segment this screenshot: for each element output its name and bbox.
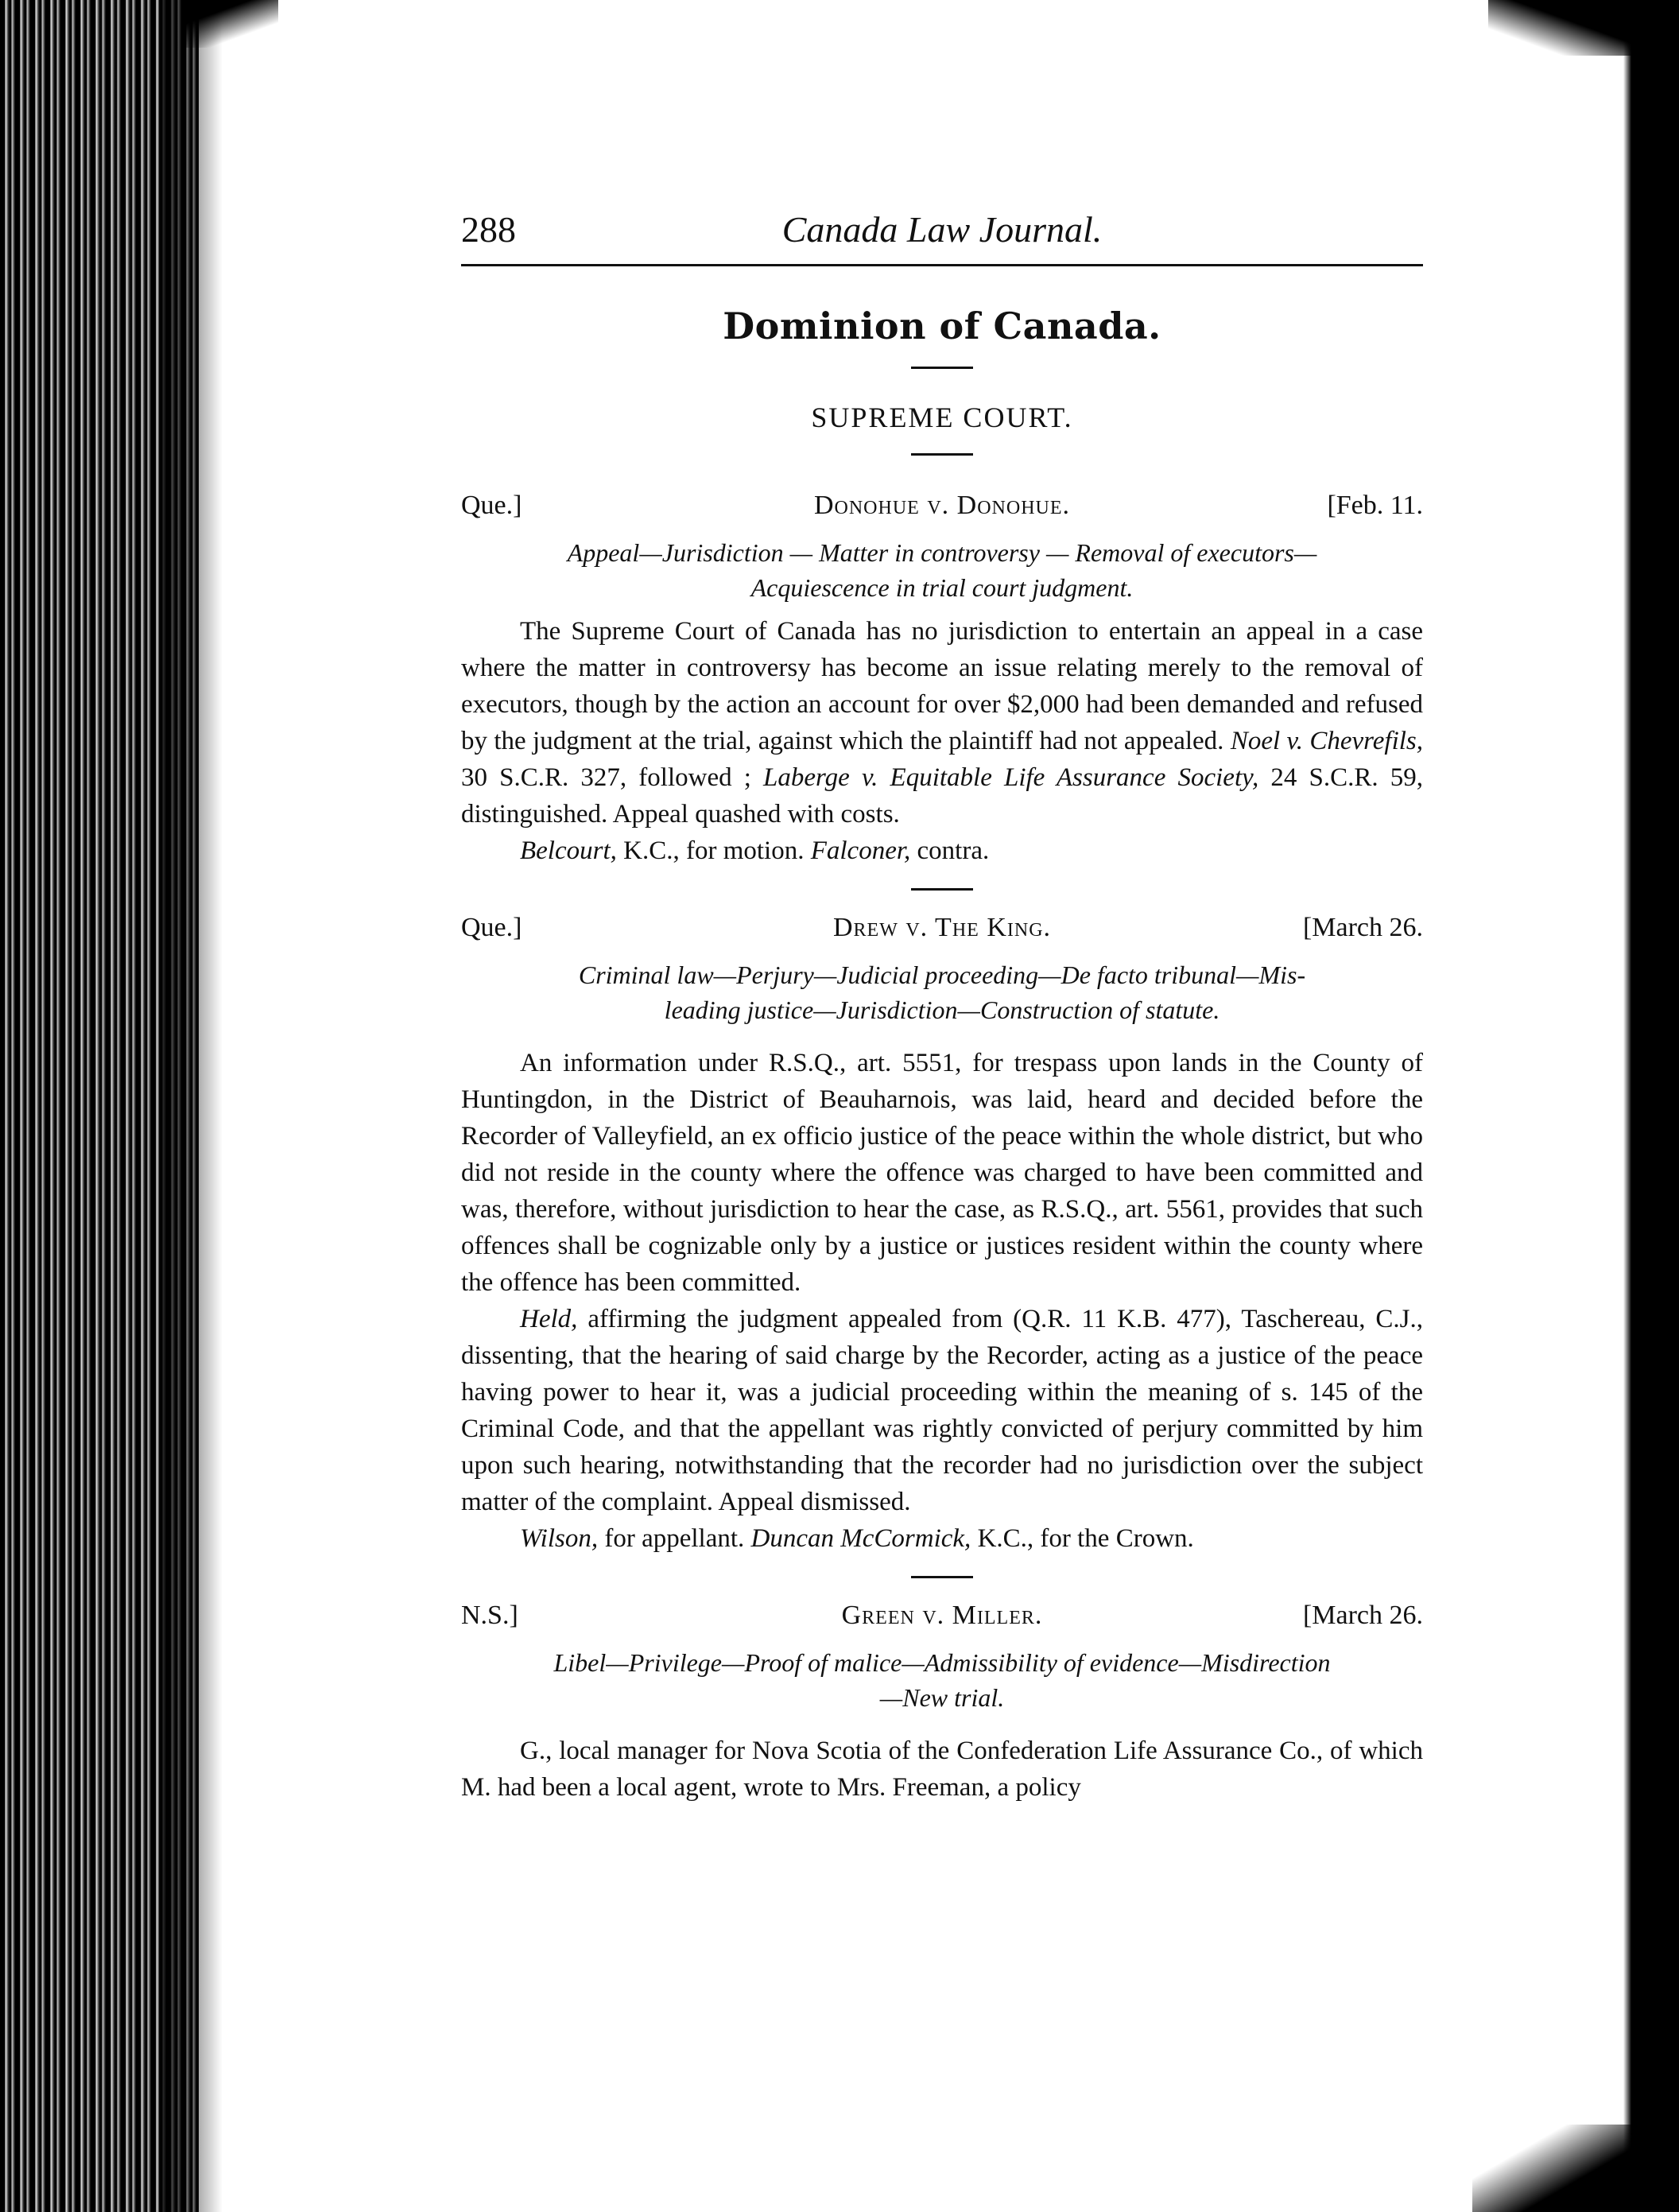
counsel-role: for appellant.	[604, 1524, 745, 1553]
case-date: [March 26.	[1302, 1601, 1423, 1630]
case-province: Que.]	[461, 913, 522, 942]
scan-edge-top-right	[1488, 0, 1631, 56]
divider	[911, 453, 973, 456]
journal-title: Canada Law Journal.	[781, 209, 1103, 250]
case-date: [Feb. 11.	[1327, 491, 1423, 520]
paragraph-text: The Supreme Court of Canada has no jurisdiction to entertain an appeal in a case where the matter in controversy has become an issue relating merely to the removal of executors, though by the action an account for over $2,000 had been demanded and refused by the judgment at the trial, against which the plaintiff had not appealed.	[461, 617, 1423, 755]
case-name: Green v. Miller.	[841, 1601, 1043, 1630]
divider	[911, 1576, 973, 1578]
scan-edge-bottom-right	[1472, 2125, 1631, 2212]
case-province: N.S.]	[461, 1601, 518, 1630]
case-paragraph: An information under R.S.Q., art. 5551, for trespass upon lands in the County of Huntingdon, in the District of Beauharnois, was laid, heard and decided before the Recorder of Valleyfield, an ex officio justice of the peace within the whole district, but who did not reside in the county where the offence was charged to have been committed and was, therefore, without jurisdiction to hear the case, as R.S.Q., art. 5561, provides that such offences shall be cognizable only by a justice or justices resident within the county where the offence has been committed.	[461, 1049, 1423, 1297]
counsel-role: K.C., for the Crown.	[977, 1524, 1194, 1553]
section-title: Dominion of Canada.	[723, 305, 1161, 347]
paragraph-text: 30 S.C.R. 327, followed ;	[461, 763, 751, 792]
case-catchwords	[461, 535, 1423, 605]
held-label: Held,	[520, 1305, 578, 1333]
counsel-name: Belcourt,	[520, 836, 617, 865]
citation: Noel v. Chevrefils,	[1230, 727, 1423, 755]
catchwords-line: Libel—Privilege—Proof of malice—Admissibility of evidence—Misdirection	[553, 1648, 1331, 1677]
case-name: Donohue v. Donohue.	[813, 491, 1071, 520]
running-head	[461, 208, 1423, 266]
catchwords-line: Criminal law—Perjury—Judicial proceeding—De facto tribunal—Mis-	[578, 960, 1306, 989]
case-heading	[461, 491, 1423, 529]
catchwords-line: —New trial.	[879, 1683, 1005, 1712]
catchwords-line: leading justice—Jurisdiction—Construction of statute.	[664, 995, 1220, 1024]
case-heading	[461, 1601, 1423, 1639]
paragraph-text: affirming the judgment appealed from (Q.R. 11 K.B. 477), Taschereau, C.J., dissenting, that the hearing of said charge by the Recorder, acting as a justice of the peace having power to hear it, was a judicial proceeding within the meaning of s. 145 of the Criminal Code, and that the appellant was rightly convicted of perjury committed by him upon such hearing, notwithstanding that the recorder had no jurisdiction over the subject matter of the complaint. Appeal dismissed.	[461, 1305, 1424, 1516]
case-catchwords	[461, 957, 1423, 1027]
case-name: Drew v. The King.	[832, 913, 1052, 942]
divider	[911, 888, 973, 891]
scan-edge-top-left	[183, 0, 278, 48]
counsel-name: Falconer,	[810, 836, 911, 865]
case-paragraph	[461, 1301, 1423, 1520]
case-catchwords	[461, 1645, 1423, 1715]
case-paragraph	[461, 613, 1423, 832]
catchwords-line: Appeal—Jurisdiction — Matter in controversy — Removal of executors—	[567, 538, 1317, 567]
case-paragraph: G., local manager for Nova Scotia of the Confederation Life Assurance Co., of which M. had been a local agent, wrote to Mrs. Freeman, a policy	[461, 1737, 1423, 1802]
paragraph-text: 24 S.C.R. 59, distinguished. Appeal quashed with costs.	[461, 763, 1423, 829]
scan-edge-right	[1584, 0, 1679, 2212]
counsel-role: K.C., for motion.	[623, 836, 805, 865]
case-date: [March 26.	[1302, 913, 1423, 942]
counsel-name: Wilson,	[520, 1524, 599, 1553]
court-title: SUPREME COURT.	[811, 402, 1073, 433]
counsel-line	[461, 832, 1423, 869]
divider	[911, 367, 973, 369]
case-heading	[461, 913, 1423, 951]
journal-page	[461, 208, 1423, 1806]
case-province: Que.]	[461, 491, 522, 520]
counsel-line	[461, 1520, 1423, 1557]
counsel-role: contra.	[917, 836, 990, 865]
catchwords-line: Acquiescence in trial court judgment.	[750, 573, 1134, 602]
citation: Laberge v. Equitable Life Assurance Society,	[763, 763, 1259, 792]
counsel-name: Duncan McCormick,	[750, 1524, 971, 1553]
binding-shadow	[159, 0, 223, 2212]
page-number: 288	[461, 209, 516, 250]
